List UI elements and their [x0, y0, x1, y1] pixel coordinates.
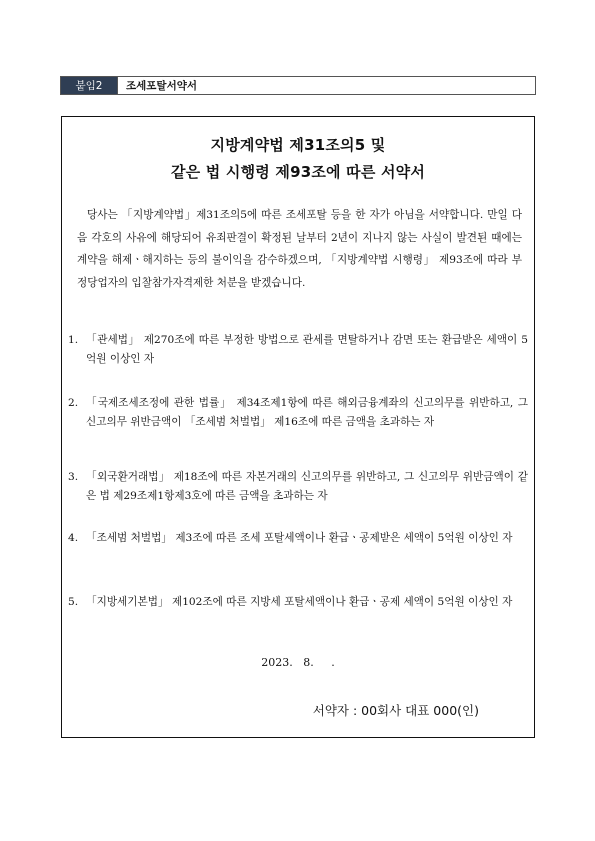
item-number: 1. — [68, 334, 79, 346]
list-item — [68, 593, 528, 612]
attachment-tag: 붙임2 — [61, 77, 117, 94]
pledge-box — [61, 116, 535, 738]
list-item — [68, 529, 528, 548]
item-number: 4. — [68, 532, 79, 544]
item-text: 「조세범 처벌법」 제3조에 따른 조세 포탈세액이나 환급ㆍ공제받은 세액이 5억원 이상인 자 — [86, 532, 513, 544]
item-text: 「지방세기본법」 제102조에 따른 지방세 포탈세액이나 환급ㆍ공제 세액이 5억원 이상인 자 — [86, 596, 513, 608]
document-title-line1: 지방계약법 제31조의5 및 — [210, 136, 386, 154]
list-item — [68, 468, 528, 505]
item-text: 「국제조세조정에 관한 법률」 제34조제1항에 따른 해외금융계좌의 신고의무를 위반하고, 그 신고의무 위반금액이 「조세범 처벌법」 제16조에 따른 금액을 초과하는 자 — [86, 397, 528, 428]
item-number: 5. — [68, 596, 79, 608]
list-item — [68, 394, 528, 431]
item-number: 2. — [68, 397, 79, 409]
document-title-line2: 같은 법 시행령 제93조에 따른 서약서 — [170, 163, 426, 181]
pledge-date: 2023. 8. . — [261, 656, 335, 669]
item-number: 3. — [68, 471, 79, 483]
attachment-header — [60, 76, 536, 95]
signer-line: 서약자 : 00회사 대표 000(인) — [312, 703, 479, 718]
intro-paragraph: 당사는 「지방계약법」제31조의5에 따른 조세포탈 등을 한 자가 아님을 서약합니다. 만일 다음 각호의 사유에 해당되어 유죄판결이 확정된 날부터 2년이 지나지 않는 사실이 발견된 때에는 계약을 해제ㆍ해지하는 등의 불이익을 감수하겠으며, 「지방계약법 시행령」 제93조에 따라 부정당업자의 입찰참가자격제한 처분을 받겠습니다. — [77, 209, 522, 289]
item-text: 「관세법」 제270조에 따른 부정한 방법으로 관세를 면탈하거나 감면 또는 환급받은 세액이 5억원 이상인 자 — [86, 334, 528, 365]
item-text: 「외국환거래법」 제18조에 따른 자본거래의 신고의무를 위반하고, 그 신고의무 위반금액이 같은 법 제29조제1항제3호에 따른 금액을 초과하는 자 — [86, 471, 528, 502]
attachment-title: 조세포탈서약서 — [117, 77, 197, 94]
list-item — [68, 331, 528, 368]
